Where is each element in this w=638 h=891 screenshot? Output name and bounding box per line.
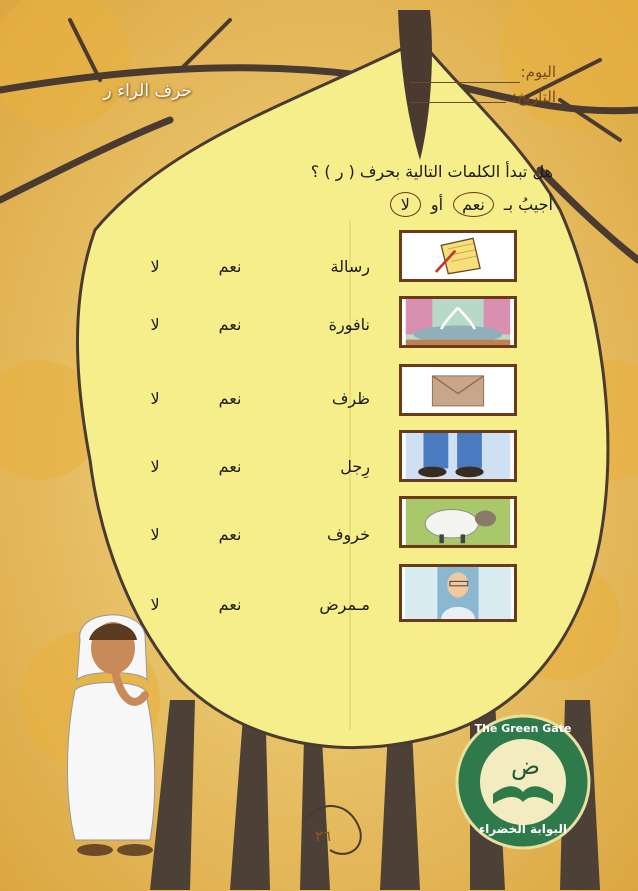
question-text: هل تبدأ الكلمات التالية بحرف ( ر ) ؟ [310, 162, 553, 181]
no-option[interactable]: لا [150, 315, 160, 334]
day-line [410, 82, 520, 83]
logo-english-text: The Green Gate [474, 722, 572, 735]
logo-letter: ض [511, 752, 541, 780]
notepad-pencil-icon [402, 233, 514, 279]
logo-arabic-text: البوابة الخضراء [479, 822, 567, 836]
yes-option[interactable]: نعم [218, 315, 242, 334]
boy-character-illustration [45, 600, 175, 865]
answer-instruction [390, 192, 553, 217]
row-word: رِجل [340, 457, 370, 476]
lesson-title: حرف الراء ر [103, 81, 192, 101]
row-word: ظرف [331, 389, 370, 408]
row-word: مـمرض [319, 595, 370, 614]
nurse-icon [402, 567, 514, 619]
no-option[interactable]: لا [150, 389, 160, 408]
green-gate-logo [453, 712, 593, 852]
envelope-icon [402, 367, 514, 413]
date-label: التاريخ: [512, 88, 556, 106]
example-yes-circle [453, 192, 494, 217]
row-word: رسالة [330, 257, 370, 276]
example-no-circle [390, 192, 421, 217]
yes-option[interactable]: نعم [218, 457, 242, 476]
sheep-icon [402, 499, 514, 545]
example-no: لا [400, 195, 410, 214]
no-option[interactable]: لا [150, 525, 160, 544]
date-line [410, 102, 506, 103]
yes-option[interactable]: نعم [218, 595, 242, 614]
legs-icon [402, 433, 514, 479]
picture-envelope [399, 364, 517, 416]
no-option[interactable]: لا [150, 457, 160, 476]
yes-option[interactable]: نعم [218, 257, 242, 276]
picture-sheep [399, 496, 517, 548]
page-number: ٢٦ [315, 827, 332, 845]
fountain-icon [402, 299, 514, 345]
answer-with-text: أجيبُ بـ [503, 195, 553, 214]
picture-legs [399, 430, 517, 482]
yes-option[interactable]: نعم [218, 525, 242, 544]
or-text: أو [430, 195, 444, 214]
yes-option[interactable]: نعم [218, 389, 242, 408]
example-yes: نعم [462, 195, 485, 214]
row-word: نافورة [328, 315, 370, 334]
row-word: خروف [326, 525, 370, 544]
picture-notepad [399, 230, 517, 282]
day-label: اليوم: [520, 63, 556, 81]
picture-nurse [399, 564, 517, 622]
no-option[interactable]: لا [150, 595, 160, 614]
no-option[interactable]: لا [150, 257, 160, 276]
picture-fountain [399, 296, 517, 348]
